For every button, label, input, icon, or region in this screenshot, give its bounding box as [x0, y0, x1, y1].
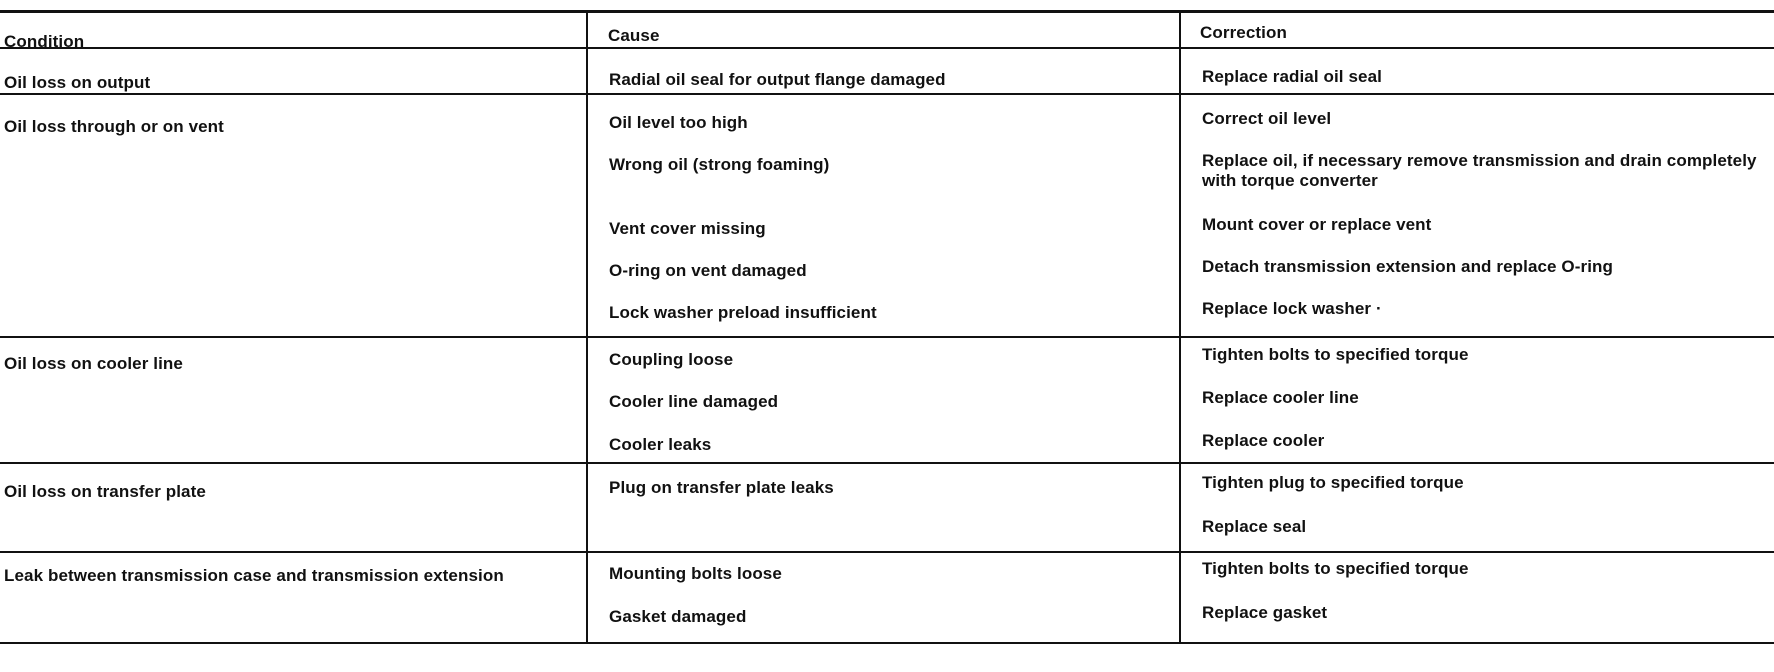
column-divider-cause [586, 12, 588, 642]
cause-cell: Wrong oil (strong foaming) [609, 155, 830, 174]
row-rule-2 [0, 336, 1774, 338]
cause-cell: Coupling loose [609, 350, 734, 369]
correction-cell: Replace oil, if necessary remove transmission and drain completely with torque converter [1202, 151, 1757, 190]
correction-cell: Tighten bolts to specified torque [1202, 345, 1469, 364]
header-correction: Correction [1200, 23, 1287, 42]
correction-cell: Tighten bolts to specified torque [1202, 559, 1469, 578]
row-rule-4 [0, 551, 1774, 553]
cause-cell: Plug on transfer plate leaks [609, 478, 834, 497]
correction-cell: Mount cover or replace vent [1202, 215, 1432, 234]
top-rule [0, 10, 1774, 13]
condition-cell: Leak between transmission case and transmission extension [4, 566, 504, 585]
correction-cell: Replace cooler line [1202, 388, 1359, 407]
cause-cell: Gasket damaged [609, 607, 747, 626]
row-rule-1 [0, 93, 1774, 95]
cause-cell: Cooler leaks [609, 435, 712, 454]
cause-cell: Mounting bolts loose [609, 564, 782, 583]
row-rule-3 [0, 462, 1774, 464]
column-divider-correction [1179, 12, 1181, 642]
header-condition: Condition [4, 32, 85, 51]
cause-cell: Lock washer preload insufficient [609, 303, 877, 322]
cause-cell: Vent cover missing [609, 219, 766, 238]
cause-cell: Oil level too high [609, 113, 748, 132]
correction-cell: Detach transmission extension and replace O-ring [1202, 257, 1614, 276]
cause-cell: Cooler line damaged [609, 392, 779, 411]
condition-cell: Oil loss through or on vent [4, 117, 224, 136]
condition-cell: Oil loss on output [4, 73, 151, 92]
cause-cell: O-ring on vent damaged [609, 261, 807, 280]
condition-cell: Oil loss on transfer plate [4, 482, 206, 501]
correction-cell: Tighten plug to specified torque [1202, 473, 1464, 492]
correction-cell: Replace gasket [1202, 603, 1328, 622]
cause-cell: Radial oil seal for output flange damaged [609, 70, 946, 89]
header-cause: Cause [608, 26, 660, 45]
header-rule [0, 47, 1774, 49]
correction-cell: Replace radial oil seal [1202, 67, 1382, 86]
condition-cell: Oil loss on cooler line [4, 354, 183, 373]
bottom-rule [0, 642, 1774, 644]
correction-cell: Replace lock washer · [1202, 299, 1382, 318]
correction-cell: Replace seal [1202, 517, 1307, 536]
correction-cell: Replace cooler [1202, 431, 1325, 450]
correction-cell: Correct oil level [1202, 109, 1332, 128]
